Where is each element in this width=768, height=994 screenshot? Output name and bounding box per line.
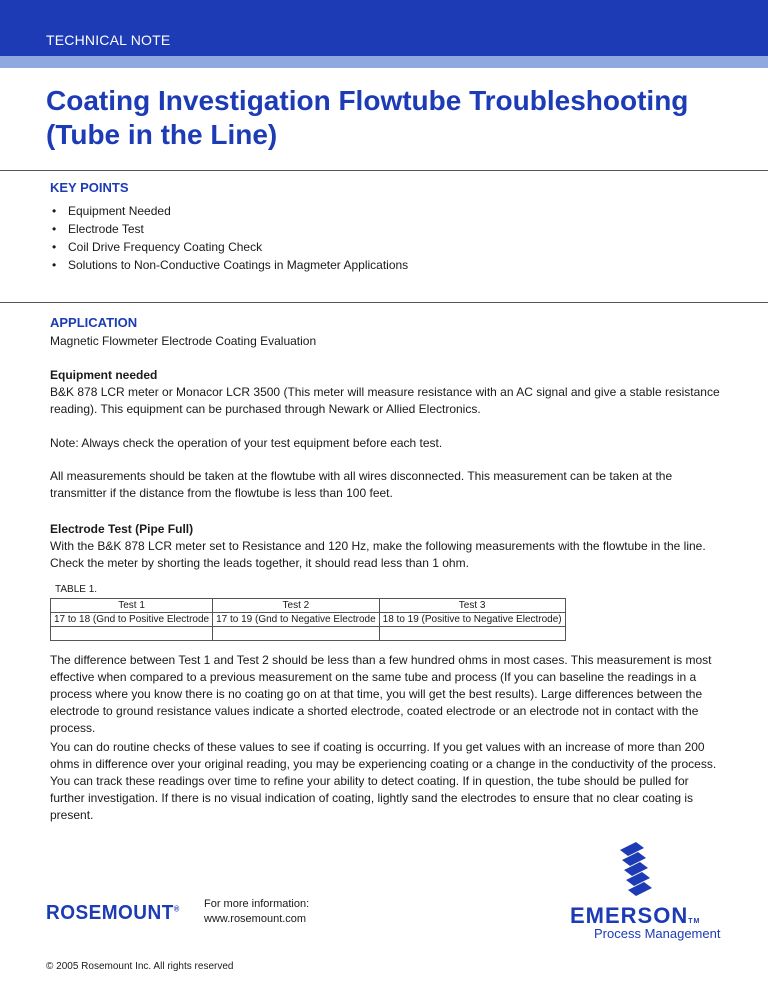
table-row	[51, 613, 566, 627]
list-item-label: Equipment Needed	[68, 204, 171, 218]
table-subheader-cell: 17 to 18 (Gnd to Positive Electrode	[51, 613, 213, 627]
equipment-text: B&K 878 LCR meter or Monacor LCR 3500 (This meter will measure resistance with an AC signal and give a stable resistance reading). This equipment can be purchased through Newark or Allied Electronics.	[50, 385, 720, 416]
emerson-subtitle: Process Management	[594, 926, 721, 941]
list-item-label: Solutions to Non-Conductive Coatings in Magmeter Applications	[68, 258, 409, 272]
banner-stripe	[0, 56, 768, 68]
website-link[interactable]: www.rosemount.com	[204, 913, 307, 925]
header-banner	[0, 0, 768, 56]
application-heading: APPLICATION	[50, 315, 138, 330]
title-line-1: Coating Investigation Flowtube Troubleshooting	[46, 85, 689, 116]
measurements-text: All measurements should be taken at the flowtube with all wires disconnected. This measurement can be taken at the transmitter if the distance from the flowtube is less than 100 feet.	[50, 469, 673, 500]
banner-label: TECHNICAL NOTE	[46, 32, 171, 48]
divider	[0, 170, 768, 171]
list-item	[50, 238, 408, 256]
table-header-cell: Test 3	[379, 599, 565, 613]
trademark: TM	[688, 918, 701, 925]
list-item	[50, 202, 408, 220]
table-caption: TABLE 1.	[55, 584, 98, 595]
bullet-icon: •	[52, 258, 57, 272]
more-info	[204, 897, 309, 927]
table-cell	[213, 627, 380, 641]
body-paragraph-2: You can do routine checks of these values to see if coating is occurring. If you get values with an increase of more than 200 ohms in difference over your original reading, you may be experiencing coating or a change in the conductivity of the process. You can track these readings over time to refine your ability to detect coating. If in question, the tube should be pulled for further investigation. If there is no visual indication of coating, lightly sand the electrodes to ensure that no clear coating is present.	[50, 740, 717, 822]
table-row	[51, 627, 566, 641]
rosemount-logo-text: ROSEMOUNT	[46, 902, 174, 924]
table-cell	[51, 627, 213, 641]
equipment-heading: Equipment needed	[50, 368, 158, 382]
copyright: © 2005 Rosemount Inc. All rights reserved	[46, 961, 234, 972]
application-text: Magnetic Flowmeter Electrode Coating Evaluation	[50, 334, 317, 348]
list-item	[50, 220, 408, 238]
emerson-logo-text: EMERSON	[570, 903, 689, 928]
table-row	[51, 599, 566, 613]
emerson-logo-icon	[614, 842, 660, 900]
table-subheader-cell: 18 to 19 (Positive to Negative Electrode)	[379, 613, 565, 627]
more-info-label: For more information:	[204, 898, 310, 910]
list-item-label: Coil Drive Frequency Coating Check	[68, 240, 263, 254]
table-header-cell: Test 1	[51, 599, 213, 613]
page-title	[46, 84, 746, 152]
electrode-test-text: With the B&K 878 LCR meter set to Resistance and 120 Hz, make the following measurements with the flowtube in the line. Check the meter by shorting the leads together, it should read less than 1 ohm.	[50, 539, 706, 570]
registered-mark: ®	[173, 904, 180, 914]
table-subheader-cell: 17 to 19 (Gnd to Negative Electrode	[213, 613, 380, 627]
bullet-icon: •	[52, 222, 57, 236]
electrode-test-heading: Electrode Test (Pipe Full)	[50, 522, 194, 536]
equipment-note: Note: Always check the operation of your test equipment before each test.	[50, 436, 443, 450]
bullet-icon: •	[52, 240, 57, 254]
key-points-heading: KEY POINTS	[50, 180, 129, 195]
table-header-cell: Test 2	[213, 599, 380, 613]
body-paragraph-1: The difference between Test 1 and Test 2 should be less than a few hundred ohms in most cases. This measurement is most effective when compared to a previous measurement on the same tube and process (If you can baseline the readings in a process where you know there is no coating go on at that time, you will get the best results). Large differences between the electrode to ground resistance values indicate a shorted electrode, coated electrode or an electrode not in contact with the process.	[50, 653, 712, 735]
measurement-table	[50, 598, 566, 641]
divider	[0, 302, 768, 303]
rosemount-logo	[46, 902, 180, 925]
table-cell	[379, 627, 565, 641]
bullet-icon: •	[52, 204, 57, 218]
list-item-label: Electrode Test	[68, 222, 144, 236]
list-item	[50, 256, 408, 274]
key-points-list	[50, 202, 408, 274]
title-line-2: (Tube in the Line)	[46, 119, 278, 150]
